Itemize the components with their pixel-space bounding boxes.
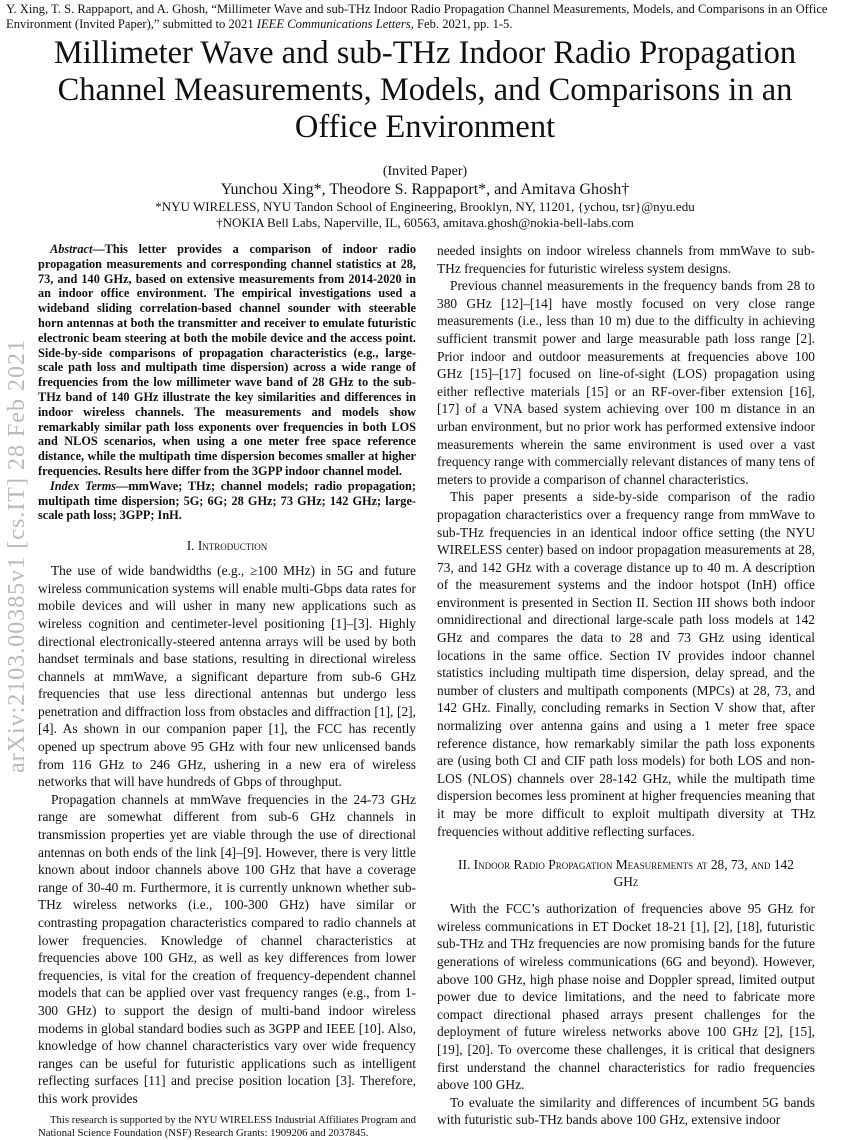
index-terms-label: Index Terms: [50, 478, 117, 493]
abstract-text: —This letter provides a comparison of indoor radio propagation measurements and corresponding channel statistics at 28, 73, and 140 GHz, based on extensive measurements from 2014-2020 in an indoor office environment. The empirical investigations used a wideband sliding correlation-based channel sounder with steerable horn antennas at both the transmitter and receiver to emulate futuristic electronic beam steering at both the mobile device and the access point. Side-by-side comparisons of propagation characteristics (e.g., large-scale path loss and multipath time dispersion) across a wide range of frequencies from the low millimeter wave band of 28 GHz to the sub-THz band of 140 GHz illustrate the key similarities and differences in indoor wireless channels. The measurements and models show remarkably similar path loss exponents over frequencies in both LOS and NLOS scenarios, when using a one meter free space reference distance, while the multipath time dispersion becomes smaller at higher frequencies. Results here differ from the 3GPP indoor channel model.: [38, 242, 416, 478]
paragraph: To evaluate the similarity and differences of incumbent 5G bands with futuristic sub-THz bands above 100 GHz, extensive indoor: [437, 1094, 815, 1128]
paragraph: Previous channel measurements in the frequency bands from 28 to 380 GHz [12]–[14] have mostly focused on very close range measurements (i.e., less than 10 m) due to the difficulty in achieving sufficient transmit power and large measurable path loss range [2]. Prior indoor and outdoor measurements at frequencies above 100 GHz [15]–[17] focused on line-of-sight (LOS) propagation using either reflective materials [15] or an RF-over-fiber extension [16], [17] of a VNA based system achieving over 100 m distance in an urban environment, but no prior work has performed extensive indoor measurements wherein the same environment is used over a vast frequency range with commercially relevant distances of many tens of meters to provide a comparison of channel characteristics.: [437, 278, 815, 487]
authors: Yunchou Xing*, Theodore S. Rappaport*, and Amitava Ghosh†: [220, 181, 630, 198]
left-column: [38, 242, 416, 1140]
index-terms: [38, 479, 416, 523]
citation-header: [6, 2, 846, 32]
affiliation-nyu: *NYU WIRELESS, NYU Tandon School of Engineering, Brooklyn, NY, 11201, {ychou, tsr}@nyu.edu: [155, 199, 695, 214]
arxiv-watermark: arXiv:2103.00385v1 [cs.IT] 28 Feb 2021: [4, 339, 30, 773]
abstract-label: Abstract: [50, 242, 93, 256]
paragraph: Propagation channels at mmWave frequencies in the 24-73 GHz range are somewhat different from sub-6 GHz channels in transmission properties yet are viable through the use of directional antennas on both ends of the link [4]–[9]. However, there is very little known about indoor channels above 100 GHz that have a coverage range of 30-40 m. Furthermore, it is currently unknown whether sub-THz wireless networks (i.e., 100-300 GHz) have similar or contrasting propagation characteristics compared to radio channels at lower frequencies. Knowledge of channel characteristics at frequencies above 100 GHz, as well as key differences from lower frequencies, is vital for the creation of frequency-dependent channel models that can be applied over vast frequency ranges (e.g., from 1-300 GHz) to support the design of multi-band indoor wireless modems in global standard bodies such as 3GPP and IEEE [10]. Also, knowledge of how channel characteristics vary over wide frequency ranges can be useful for futuristic applications such as intelligent reflecting surfaces [11] and precise position location [3]. Therefore, this work provides: [38, 791, 416, 1106]
footnote: This research is supported by the NYU WIRELESS Industrial Affiliates Program and National Science Foundation (NSF) Research Grants: 1909206 and 2037845.: [38, 1113, 416, 1139]
section-heading-introduction: I. Introduction: [186, 538, 268, 554]
paper-title: Millimeter Wave and sub-THz Indoor Radio Propagation Channel Measurements, Models, and Comparisons in an Office Environment: [53, 35, 797, 145]
paragraph: This paper presents a side-by-side comparison of the radio propagation characteristics over a frequency range from mmWave to sub-THz frequencies in an identical indoor office setting (the NYU WIRELESS center) based on indoor propagation measurements at 28, 73, and 142 GHz with a coverage distance up to 40 m. A description of the measurement systems and the indoor hotspot (InH) office environment is presented in Section II. Section III shows both indoor omnidirectional and directional large-scale path loss models at 142 GHz and compares the data to 28 and 73 GHz using identical locations in the same office. Section IV provides indoor channel statistics including multipath time dispersion, delay spread, and the number of clusters and multipath components (MPCs) at 28, 73, and 142 GHz. Finally, concluding remarks in Section V show that, after normalizing over antenna gains and using a 1 meter free space reference distance, how remarkably similar the path loss exponents are (using both CI and CIF path loss models) for both LOS and non-LOS (NLOS) channels over 28-142 GHz, while the multipath time dispersion becomes less prominent at higher frequencies meaning that it may be more difficult to exploit multipath diversity at THz frequencies without additive reflecting surfaces.: [437, 489, 815, 839]
right-column: [437, 242, 815, 1129]
index-terms-text: —mmWave; THz; channel models; radio propagation; multipath time dispersion; 5G; 6G; 28 GHz; 73 GHz; 142 GHz; large-scale path loss; 3GPP; InH.: [38, 478, 416, 523]
citation-text: Y. Xing, T. S. Rappaport, and A. Ghosh, “Millimeter Wave and sub-THz Indoor Radio Propagation Channel Measurements, Models, and Comparisons in an Office Environment (Invited Paper),” submitted to 2021: [6, 2, 828, 31]
affiliation-nokia: †NOKIA Bell Labs, Naperville, IL, 60563, amitava.ghosh@nokia-bell-labs.com: [216, 214, 634, 230]
citation-journal: IEEE Communications Letters: [256, 17, 411, 31]
paragraph: needed insights on indoor wireless channels from mmWave to sub-THz frequencies for futuristic wireless system designs.: [437, 243, 815, 276]
paragraph: With the FCC’s authorization of frequencies above 95 GHz for wireless communications in ET Docket 18-21 [1], [2], [18], futuristic sub-THz and THz frequencies are now promising bands for the future generations of wireless communications (6G and beyond). However, above 100 GHz, high phase noise and Doppler spread, limited output power due to device limitations, and the need to fabricate more compact directional phased arrays present challenges for the deployment of future wireless networks above 100 GHz [2], [15], [19], [20]. To overcome these challenges, it is critical that designers first understand the channel characteristics for radio frequencies above 100 GHz.: [437, 901, 815, 1093]
section-heading-measurements: II. Indoor Radio Propagation Measurements at 28, 73, and 142 GHz: [458, 857, 794, 890]
citation-tail: , Feb. 2021, pp. 1-5.: [410, 17, 513, 31]
paragraph: The use of wide bandwidths (e.g., ≥100 MHz) in 5G and future wireless communication systems will enable multi-Gbps data rates for mobile devices and will usher in many new applications such as wireless cognition and centimeter-level positioning [1]–[3]. Highly directional electronically-steered antenna arrays will be used by both handset terminals and base stations, resulting in directional wireless channels at mmWave, a significant departure from sub-6 GHz frequencies that use less directional antennas but undergo less penetration and diffraction loss from obstacles and diffraction [1], [2], [4]. As shown in our companion paper [1], the FCC has recently opened up spectrum above 95 GHz with four new unlicensed bands from 116 GHz to 246 GHz, ushering in a new era of wireless networks that will have hundreds of Gbps of throughput.: [38, 563, 416, 790]
abstract: [38, 242, 416, 479]
invited-label: (Invited Paper): [382, 164, 468, 179]
author-block: [0, 163, 850, 230]
